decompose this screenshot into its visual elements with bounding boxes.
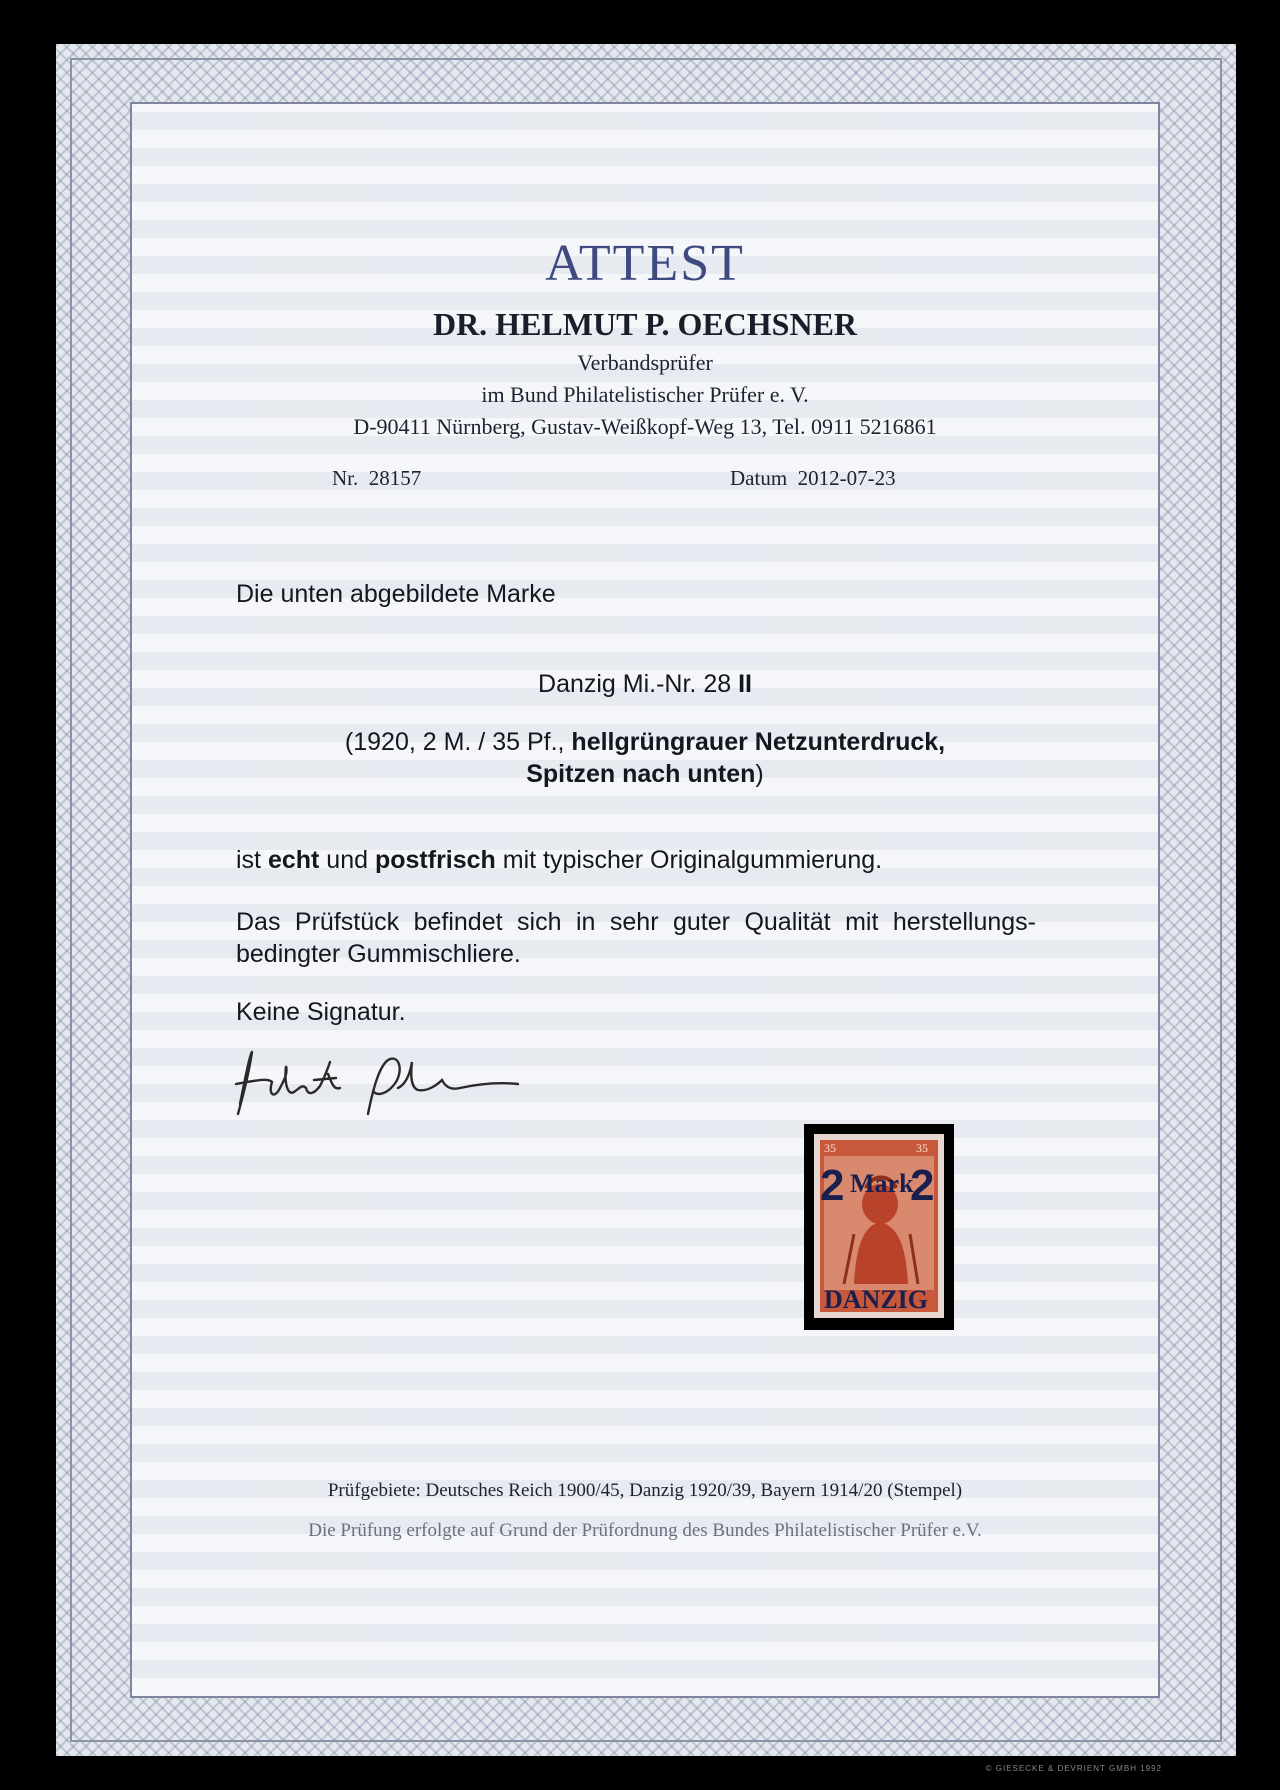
examination-basis: Die Prüfung erfolgte auf Grund der Prüfordnung des Bundes Philatelistischer Prüfer e.V. (308, 1520, 982, 1541)
certificate-number: Nr. 28157 (332, 466, 422, 490)
overprint-value-right: 2 (910, 1161, 935, 1210)
examiner-role: Verbandsprüfer (577, 350, 713, 375)
stamp-description: (1920, 2 M. / 35 Pf., hellgrüngrauer Netzunterdruck, Spitzen nach unten) (344, 728, 946, 788)
certificate-panel (130, 102, 1160, 1698)
certificate-title: ATTEST (545, 235, 745, 292)
stamp-illustration (814, 1134, 944, 1318)
handwritten-signature (228, 1044, 528, 1124)
overprint-mark-word: Mark (850, 1169, 914, 1198)
examiner-address: D-90411 Nürnberg, Gustav-Weißkopf-Weg 13, Tel. 0911 5216861 (353, 414, 937, 439)
overprint-value-left: 2 (820, 1161, 845, 1210)
stamp-corner-value-right: 35 (916, 1141, 928, 1155)
certificate-date: Datum 2012-07-23 (730, 466, 896, 490)
quality-text: Das Prüfstück befindet sich in sehr guter Qualität mit herstellungs-bedingter Gummischliere. (236, 908, 1036, 968)
examination-fields: Prüfgebiete: Deutsches Reich 1900/45, Danzig 1920/39, Bayern 1914/20 (Stempel) (327, 1480, 963, 1501)
stamp-reference: Danzig Mi.-Nr. 28 II (538, 670, 752, 698)
printer-copyright: © GIESECKE & DEVRIENT GMBH 1992 (985, 1764, 1162, 1773)
verdict-text: ist echt und postfrisch mit typischer Originalgummierung. (236, 846, 883, 874)
overprint-country: DANZIG (824, 1285, 929, 1314)
examiner-association: im Bund Philatelistischer Prüfer e. V. (481, 382, 809, 407)
intro-text: Die unten abgebildete Marke (236, 580, 556, 608)
stamp-corner-value-left: 35 (824, 1141, 836, 1155)
stamp-image (804, 1124, 954, 1330)
certificate-sheet (56, 44, 1236, 1756)
examiner-name: DR. HELMUT P. OECHSNER (432, 306, 858, 342)
signature-note: Keine Signatur. (236, 998, 406, 1026)
